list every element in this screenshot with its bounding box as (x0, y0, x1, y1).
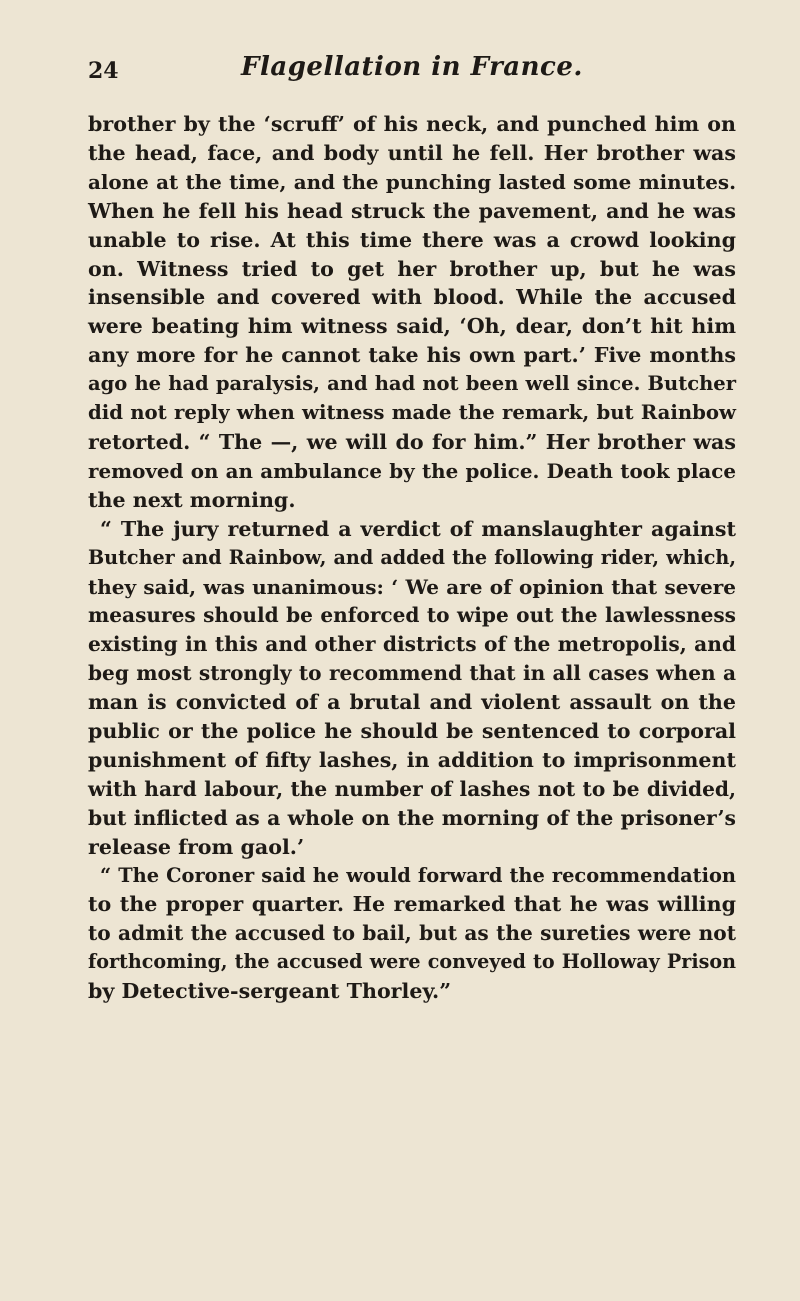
text-line: unable to rise. At this time there was a crowd looking (88, 227, 736, 252)
text-line: existing in this and other districts of the metropolis, and (88, 632, 736, 657)
text-line: beg most strongly to recommend that in all cases when a (88, 661, 736, 686)
text-line: release from gaol.’ (88, 834, 305, 859)
text-line: removed on an ambulance by the police. Death took place (88, 458, 736, 483)
text-line: Butcher and Rainbow, and added the following rider, which, (88, 545, 736, 569)
text-line: they said, was unanimous: ‘ We are of opinion that severe (88, 574, 736, 599)
text-line: retorted. “ The —, we will do for him.” Her brother was (88, 429, 736, 454)
text-line: insensible and covered with blood. While the accused (88, 285, 736, 310)
text-line: by Detective-sergeant Thorley.” (88, 979, 452, 1004)
text-line: public or the police he should be sentenced to corporal (88, 719, 736, 744)
text-line: to admit the accused to bail, but as the sureties were not (88, 921, 736, 946)
text-line: When he fell his head struck the pavement, and he was (88, 198, 736, 223)
text-line: brother by the ‘scruff’ of his neck, and punched him on (88, 112, 736, 136)
text-line: alone at the time, and the punching lasted some minutes. (88, 169, 736, 194)
text-line: did not reply when witness made the remark, but Rainbow (88, 401, 736, 425)
text-line: measures should be enforced to wipe out the lawlessness (88, 603, 736, 628)
page-number: 24 (88, 58, 119, 84)
page-header (88, 52, 736, 92)
text-line: on. Witness tried to get her brother up, but he was (88, 256, 736, 281)
text-line: the head, face, and body until he fell. Her brother was (88, 140, 736, 165)
text-line: ago he had paralysis, and had not been well since. Butcher (88, 372, 736, 396)
text-line: punishment of fifty lashes, in addition to imprisonment (88, 747, 736, 772)
running-title: Flagellation in France. (241, 52, 583, 82)
text-line: any more for he cannot take his own part.’ Five months (88, 343, 736, 368)
body-text (88, 110, 736, 1006)
text-line: forthcoming, the accused were conveyed to Holloway Prison (88, 950, 736, 974)
text-line: “ The Coroner said he would forward the recommendation (100, 863, 736, 887)
text-line: “ The jury returned a verdict of manslaughter against (100, 516, 736, 541)
text-line: man is convicted of a brutal and violent assault on the (88, 690, 736, 715)
text-line: with hard labour, the number of lashes not to be divided, (88, 776, 736, 801)
text-line: to the proper quarter. He remarked that he was willing (88, 892, 736, 917)
text-line: were beating him witness said, ‘Oh, dear, don’t hit him (88, 314, 736, 339)
text-line: but inflicted as a whole on the morning of the prisoner’s (88, 805, 736, 830)
text-line: the next morning. (88, 487, 296, 512)
